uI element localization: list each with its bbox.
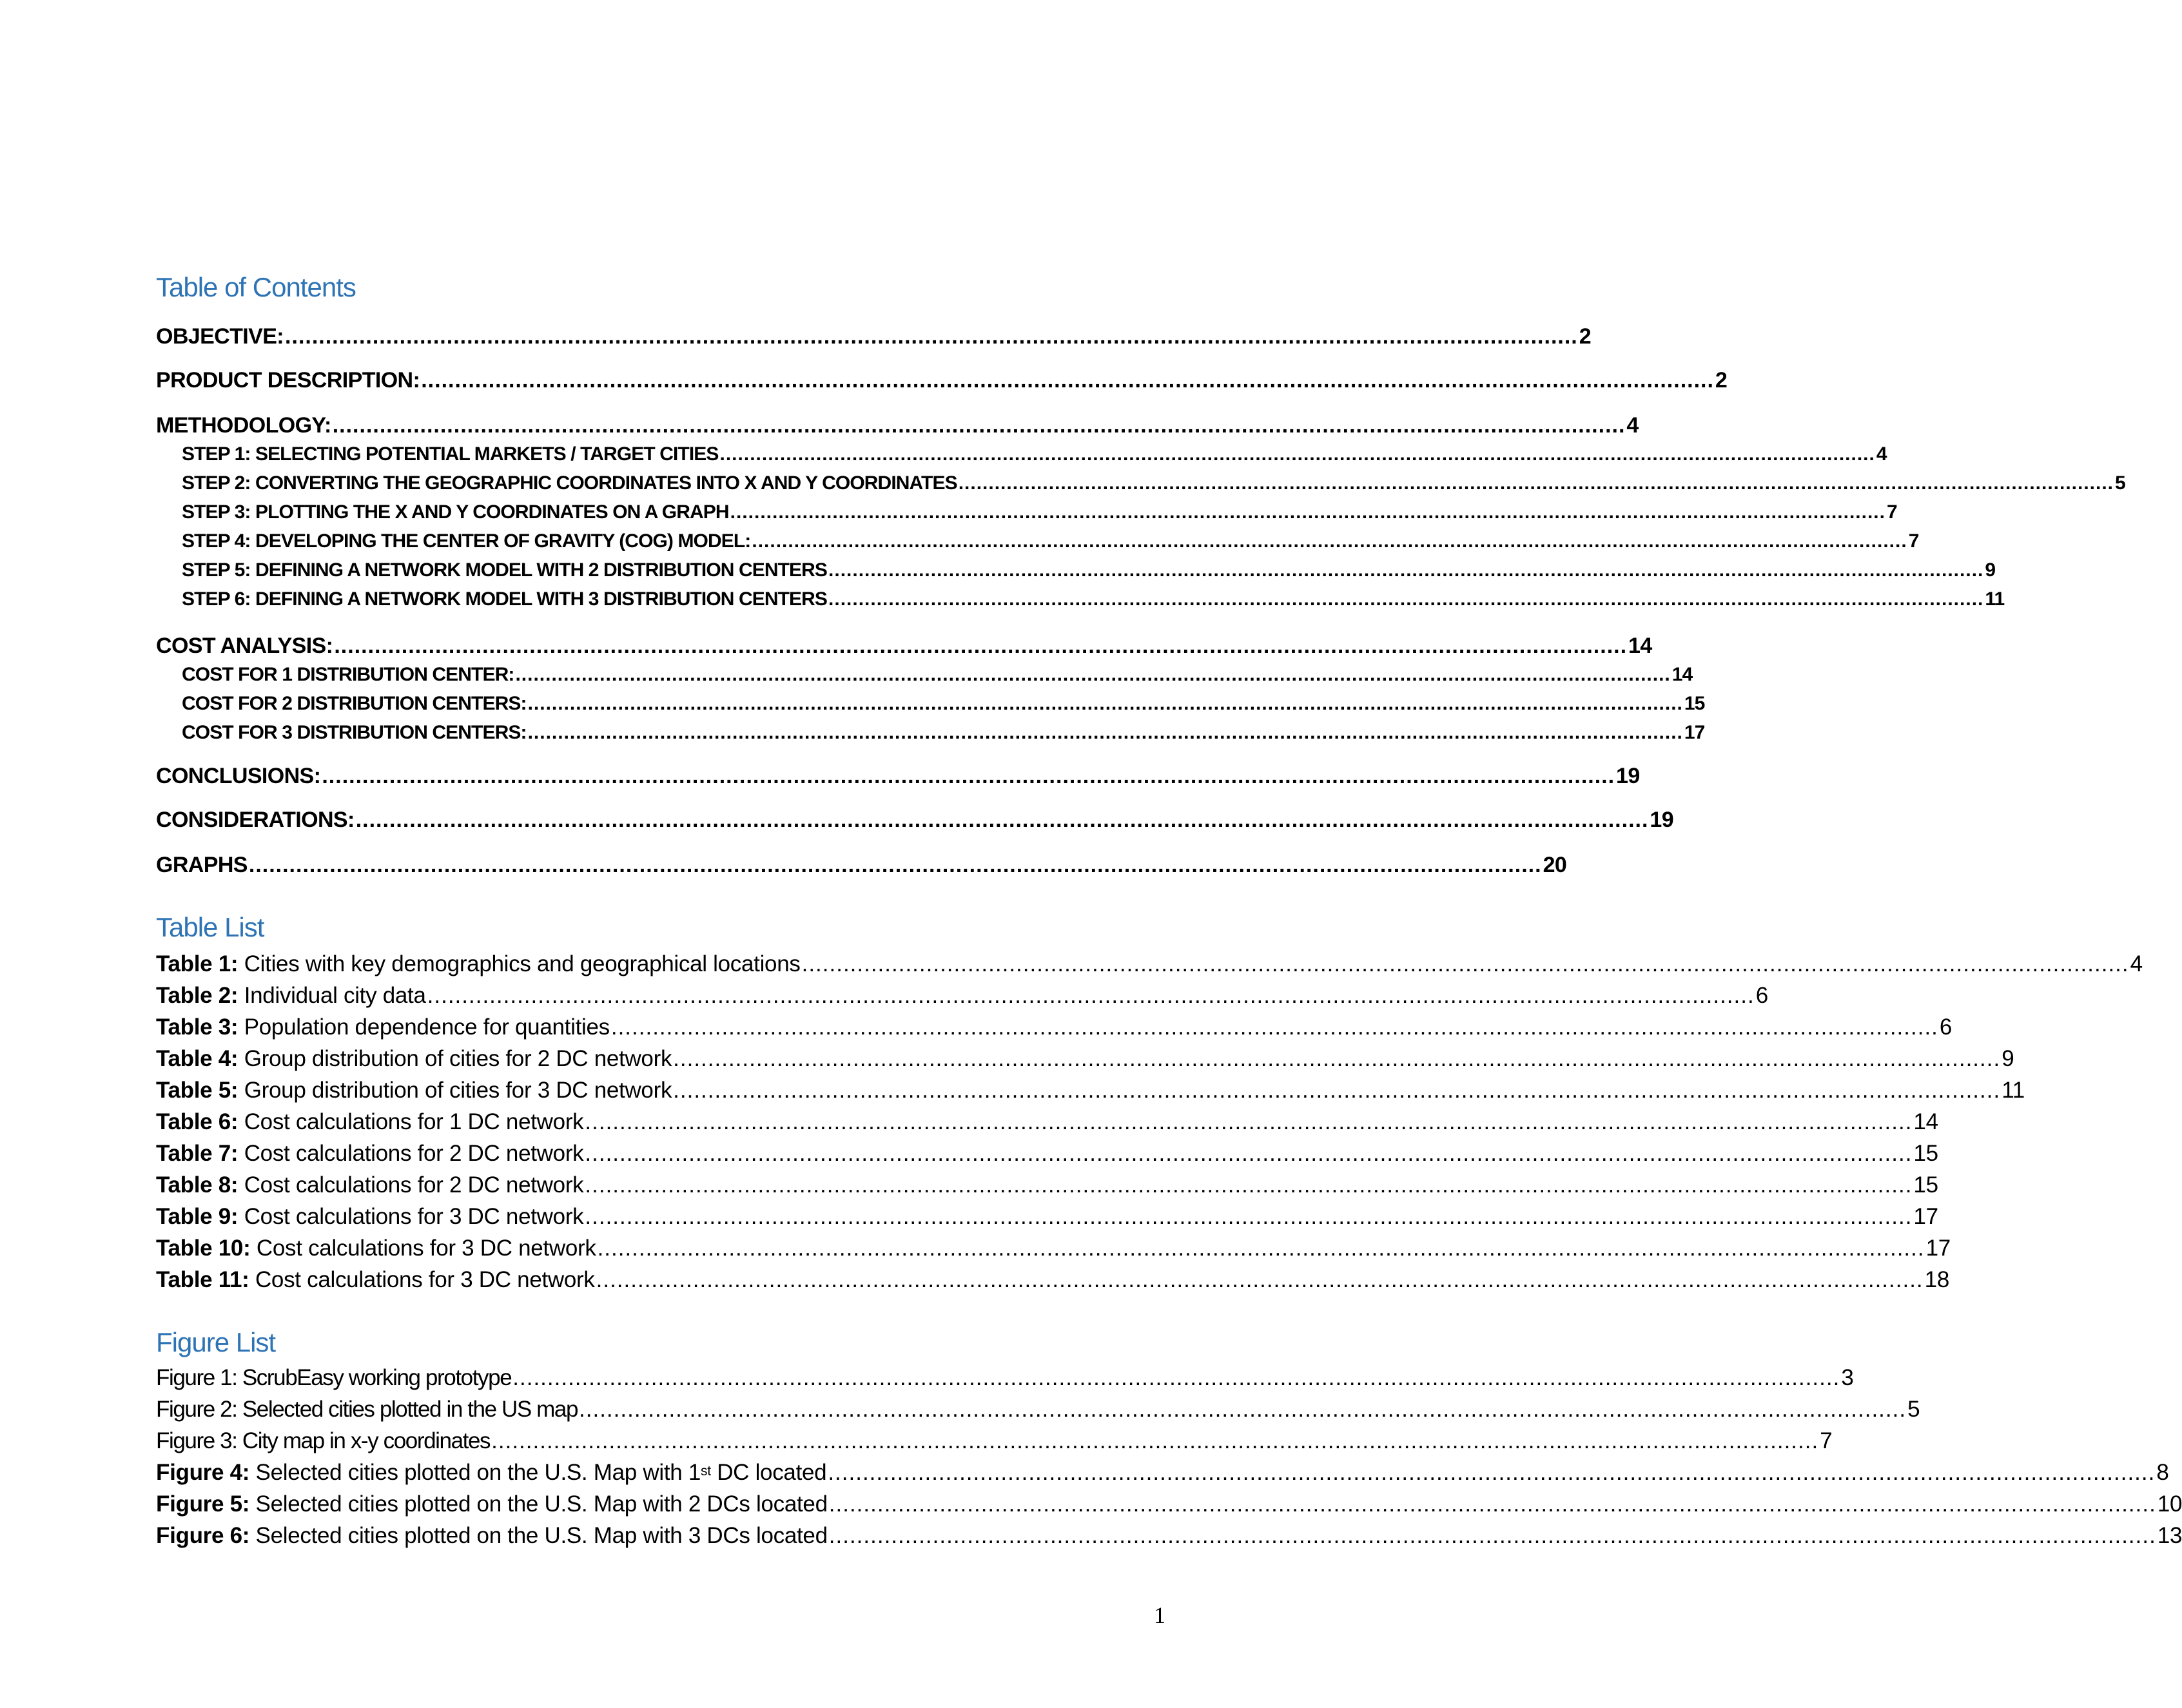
toc-entry-page: 9 [1985,559,1996,581]
entry-text: Figure 3: City map in x-y coordinates [156,1428,491,1453]
toc-entry-cost-analysis[interactable] [156,634,1652,658]
entry-text: Group distribution of cities for 3 DC network [244,1078,672,1103]
toc-entry-step-1[interactable] [182,443,1887,465]
entry-prefix: Figure 4: [156,1460,250,1485]
entry-page: 6 [1939,1014,1953,1040]
toc-entry-label: OBJECTIVE: [156,324,284,349]
figure-list-entry-4[interactable] [156,1460,2169,1485]
entry-label [156,1524,828,1547]
table-list-entry-11[interactable] [156,1267,1949,1292]
entry-page: 4 [2130,951,2143,976]
entry-label [156,1047,672,1070]
entry-text: Cost calculations for 2 DC network [244,1141,584,1166]
entry-prefix: Figure 6: [156,1523,250,1548]
toc-entry-label: STEP 6: DEFINING A NETWORK MODEL WITH 3 DISTRIBUTION CENTERS [182,588,828,610]
entry-text: Cost calculations for 3 DC network [256,1236,596,1261]
toc-entry-step-4[interactable] [182,530,1919,552]
dot-leader: ................................................................................................................................................................................................ [421,368,1714,393]
toc-entry-conclusions[interactable] [156,764,1640,788]
toc-entry-page: 5 [2115,472,2125,494]
entry-prefix: Table 7: [156,1141,239,1166]
dot-leader: ................................................................................................................................................................................................ [597,1236,1925,1261]
entry-page: 11 [2002,1078,2025,1103]
toc-entry-graphs[interactable] [156,853,1567,877]
entry-page: 7 [1820,1428,1832,1453]
entry-label [156,1268,595,1291]
toc-entry-methodology[interactable] [156,413,1639,438]
dot-leader: ................................................................................................................................................................................................ [585,1109,1913,1134]
toc-entry-product-description[interactable] [156,368,1728,393]
table-list-entry-2[interactable] [156,983,1768,1008]
toc-entry-label: METHODOLOGY: [156,413,331,438]
entry-text: Figure 2: Selected cities plotted in the US map [156,1397,578,1422]
dot-leader: ................................................................................................................................................................................................ [596,1267,1924,1292]
dot-leader: ................................................................................................................................................................................................ [958,472,2114,494]
entry-page: 14 [1913,1109,1938,1134]
toc-entry-considerations[interactable] [156,808,1674,832]
entry-prefix: Table 2: [156,983,239,1008]
entry-text: Group distribution of cities for 2 DC network [244,1046,672,1071]
toc-entry-label: PRODUCT DESCRIPTION: [156,368,420,393]
table-list-entry-6[interactable] [156,1109,1938,1134]
figure-list-entry-3[interactable] [156,1428,1832,1453]
toc-entry-step-6[interactable] [182,588,2005,610]
dot-leader: ................................................................................................................................................................................................ [334,634,1628,658]
table-list-entry-3[interactable] [156,1014,1953,1040]
dot-leader: ................................................................................................................................................................................................ [673,1046,2001,1071]
entry-text: Figure 1: ScrubEasy working prototype [156,1365,512,1390]
dot-leader: ................................................................................................................................................................................................ [322,764,1615,788]
table-list-entry-5[interactable] [156,1078,2025,1103]
entry-text: Cost calculations for 1 DC network [244,1109,584,1134]
dot-leader: ................................................................................................................................................................................................ [527,693,1683,714]
toc-entry-label: COST FOR 1 DISTRIBUTION CENTER: [182,664,514,685]
table-list-entry-9[interactable] [156,1204,1938,1229]
table-list-entry-8[interactable] [156,1172,1938,1198]
dot-leader: ................................................................................................................................................................................................ [491,1428,1819,1453]
toc-entry-label: COST FOR 2 DISTRIBUTION CENTERS: [182,693,527,714]
entry-page: 10 [2157,1491,2182,1517]
page-number: 1 [1154,1602,1165,1628]
entry-text: Selected cities plotted on the U.S. Map with 2 DCs located [255,1491,828,1517]
toc-entry-page: 19 [1616,764,1640,788]
entry-prefix: Table 8: [156,1172,239,1198]
dot-leader: ................................................................................................................................................................................................ [828,1460,2156,1485]
entry-label [156,1016,610,1038]
entry-label [156,1205,583,1228]
dot-leader: ................................................................................................................................................................................................ [719,443,1875,465]
entry-label [156,1493,828,1515]
figure-list-heading: Figure List [156,1327,276,1357]
dot-leader: ................................................................................................................................................................................................ [828,588,1984,610]
figure-list-entry-6[interactable] [156,1523,2182,1548]
toc-entry-step-3[interactable] [182,501,1897,523]
dot-leader: ................................................................................................................................................................................................ [579,1397,1907,1422]
figure-list-entry-1[interactable] [156,1365,1853,1390]
dot-leader: ................................................................................................................................................................................................ [610,1014,1938,1040]
table-list-entry-1[interactable] [156,951,2143,976]
entry-text-after: DC located [710,1460,827,1485]
toc-entry-label: STEP 5: DEFINING A NETWORK MODEL WITH 2 DISTRIBUTION CENTERS [182,559,828,581]
toc-entry-cost-2-dc[interactable] [182,693,1705,714]
entry-text: Cities with key demographics and geographical locations [244,951,801,976]
toc-entry-label: CONSIDERATIONS: [156,808,355,832]
dot-leader: ................................................................................................................................................................................................ [248,853,1542,877]
dot-leader: ................................................................................................................................................................................................ [752,530,1907,552]
toc-entry-page: 19 [1650,808,1674,832]
toc-entry-page: 17 [1684,722,1705,743]
entry-page: 13 [2157,1523,2182,1548]
entry-superscript: st [701,1463,711,1479]
entry-prefix: Table 10: [156,1236,251,1261]
toc-entry-page: 7 [1886,501,1897,523]
entry-prefix: Table 11: [156,1267,249,1292]
toc-entry-page: 20 [1543,853,1567,877]
entry-text: Cost calculations for 3 DC network [244,1204,584,1229]
toc-entry-label: STEP 3: PLOTTING THE X AND Y COORDINATES ON A GRAPH [182,501,729,523]
dot-leader: ................................................................................................................................................................................................ [801,951,2129,976]
entry-page: 17 [1925,1236,1951,1261]
dot-leader: ................................................................................................................................................................................................ [730,501,1885,523]
table-list-entry-4[interactable] [156,1046,2014,1071]
entry-prefix: Table 9: [156,1204,239,1229]
table-list-entry-7[interactable] [156,1141,1938,1166]
entry-text: Cost calculations for 3 DC network [255,1267,595,1292]
dot-leader: ................................................................................................................................................................................................ [512,1365,1840,1390]
entry-prefix: Table 6: [156,1109,239,1134]
entry-prefix: Table 5: [156,1078,239,1103]
toc-entry-page: 7 [1908,530,1919,552]
entry-page: 9 [2002,1046,2014,1071]
entry-text: Individual city data [244,983,426,1008]
table-list-heading: Table List [156,912,264,942]
toc-entry-page: 15 [1684,693,1705,714]
entry-prefix: Figure 5: [156,1491,250,1517]
entry-page: 18 [1924,1267,1949,1292]
dot-leader: ................................................................................................................................................................................................ [332,413,1626,438]
figure-list-entry-5[interactable] [156,1491,2182,1517]
entry-label [156,1461,826,1484]
toc-entry-label: CONCLUSIONS: [156,764,321,788]
toc-entry-cost-1-dc[interactable] [182,664,1693,685]
entry-page: 15 [1913,1172,1938,1198]
toc-entry-page: 4 [1626,413,1639,438]
table-list-entry-10[interactable] [156,1236,1951,1261]
toc-entry-page: 14 [1671,664,1693,685]
entry-page: 17 [1913,1204,1938,1229]
entry-page: 15 [1913,1141,1938,1166]
entry-label [156,953,801,975]
dot-leader: ................................................................................................................................................................................................ [828,1491,2156,1517]
toc-entry-label: COST FOR 3 DISTRIBUTION CENTERS: [182,722,527,743]
entry-prefix: Table 4: [156,1046,239,1071]
dot-leader: ................................................................................................................................................................................................ [585,1141,1913,1166]
toc-entry-label: COST ANALYSIS: [156,634,333,658]
dot-leader: ................................................................................................................................................................................................ [527,722,1683,743]
toc-entry-page: 14 [1628,634,1652,658]
entry-label [156,1079,672,1101]
dot-leader: ................................................................................................................................................................................................ [285,324,1578,349]
dot-leader: ................................................................................................................................................................................................ [515,664,1671,685]
toc-entry-step-2[interactable] [182,472,2125,494]
entry-label [156,1237,596,1259]
entry-text: Selected cities plotted on the U.S. Map with 1 [255,1460,701,1485]
entry-page: 8 [2156,1460,2169,1485]
entry-page: 6 [1755,983,1768,1008]
dot-leader: ................................................................................................................................................................................................ [585,1204,1913,1229]
toc-entry-cost-3-dc[interactable] [182,722,1705,743]
entry-text: Population dependence for quantities [244,1014,610,1040]
entry-label [156,1142,583,1165]
dot-leader: ................................................................................................................................................................................................ [828,1523,2156,1548]
toc-entry-objective[interactable] [156,324,1592,349]
entry-page: 5 [1907,1397,1920,1422]
toc-entry-step-5[interactable] [182,559,1996,581]
toc-heading: Table of Contents [156,272,356,302]
toc-entry-page: 2 [1715,368,1728,393]
entry-text: Cost calculations for 2 DC network [244,1172,584,1198]
toc-entry-page: 4 [1876,443,1887,465]
entry-label [156,984,426,1007]
entry-prefix: Table 1: [156,951,239,976]
dot-leader: ................................................................................................................................................................................................ [673,1078,2001,1103]
toc-entry-page: 2 [1579,324,1592,349]
toc-entry-label: GRAPHS [156,853,248,877]
entry-label [156,1111,583,1133]
toc-entry-page: 11 [1985,588,2005,610]
toc-entry-label: STEP 1: SELECTING POTENTIAL MARKETS / TARGET CITIES [182,443,719,465]
dot-leader: ................................................................................................................................................................................................ [355,808,1649,832]
entry-label [156,1174,583,1196]
entry-page: 3 [1841,1365,1853,1390]
dot-leader: ................................................................................................................................................................................................ [427,983,1755,1008]
figure-list-entry-2[interactable] [156,1397,1920,1422]
dot-leader: ................................................................................................................................................................................................ [828,559,1984,581]
toc-entry-label: STEP 2: CONVERTING THE GEOGRAPHIC COORDINATES INTO X AND Y COORDINATES [182,472,957,494]
entry-prefix: Table 3: [156,1014,239,1040]
dot-leader: ................................................................................................................................................................................................ [585,1172,1913,1198]
entry-text: Selected cities plotted on the U.S. Map with 3 DCs located [255,1523,828,1548]
toc-entry-label: STEP 4: DEVELOPING THE CENTER OF GRAVITY (COG) MODEL: [182,530,751,552]
